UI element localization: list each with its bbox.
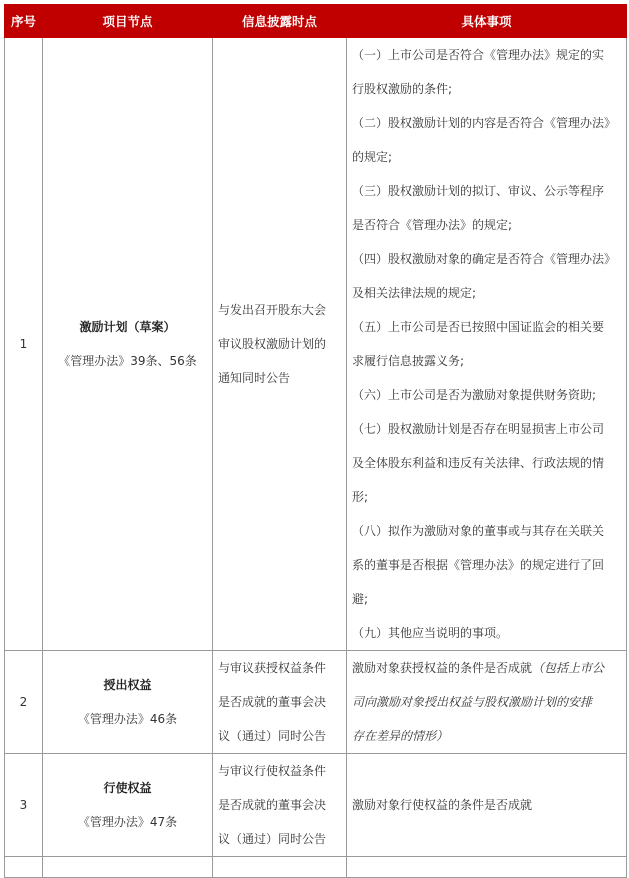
time-line: 议（通过）同时公告: [218, 832, 327, 846]
item-lead: 激励对象获授权益的条件是否成就: [352, 661, 533, 675]
item-line: 行股权激励的条件;: [352, 82, 453, 96]
time-line: 与审议行使权益条件: [218, 764, 327, 778]
item-note: 存在差异的情形）: [352, 729, 449, 743]
item-note: 司向激励对象授出权益与股权激励计划的安排: [352, 695, 593, 709]
header-row: [5, 5, 627, 38]
time-line: 议（通过）同时公告: [218, 729, 327, 743]
node-rule: 《管理办法》47条: [77, 815, 178, 829]
time-line: 是否成就的董事会决: [218, 798, 327, 812]
item-line: 及全体股东利益和违反有关法律、行政法规的情: [352, 456, 605, 470]
table-row: [5, 38, 627, 651]
node-title: 行使权益: [103, 781, 152, 795]
item-line: 的规定;: [352, 150, 393, 164]
specific-items: [347, 651, 627, 754]
project-node: [43, 38, 213, 651]
item-line: （七）股权激励计划是否存在明显损害上市公司: [352, 422, 605, 436]
specific-items: [347, 754, 627, 857]
item-line: （九）其他应当说明的事项。: [352, 626, 509, 640]
node-rule: 《管理办法》39条、56条: [58, 354, 197, 368]
item-line: 是否符合《管理办法》的规定;: [352, 218, 513, 232]
item-line: [352, 651, 621, 685]
item-line: （五）上市公司是否已按照中国证监会的相关要: [352, 320, 605, 334]
header-num: 序号: [5, 5, 43, 38]
item-line: （三）股权激励计划的拟订、审议、公示等程序: [352, 184, 605, 198]
empty-cell: [43, 857, 213, 878]
table-row: [5, 651, 627, 754]
item-line: （二）股权激励计划的内容是否符合《管理办法》: [352, 116, 617, 130]
project-node: [43, 651, 213, 754]
empty-cell: [347, 857, 627, 878]
item-line: 形;: [352, 490, 369, 504]
project-node: [43, 754, 213, 857]
item-line: 激励对象行使权益的条件是否成就: [352, 798, 533, 812]
row-num: 3: [5, 754, 43, 857]
disclosure-time: [213, 38, 347, 651]
specific-items: [347, 38, 627, 651]
item-line: 避;: [352, 592, 369, 606]
time-line: 与审议获授权益条件: [218, 661, 327, 675]
time-line: 是否成就的董事会决: [218, 695, 327, 709]
item-line: 求履行信息披露义务;: [352, 354, 465, 368]
disclosure-table: [4, 4, 627, 878]
empty-cell: [5, 857, 43, 878]
time-line: 审议股权激励计划的: [218, 337, 327, 351]
node-title: 授出权益: [103, 678, 152, 692]
item-line: （四）股权激励对象的确定是否符合《管理办法》: [352, 252, 617, 266]
node-rule: 《管理办法》46条: [77, 712, 178, 726]
disclosure-time: [213, 754, 347, 857]
disclosure-time: [213, 651, 347, 754]
header-items: 具体事项: [347, 5, 627, 38]
header-time: 信息披露时点: [213, 5, 347, 38]
row-num: 1: [5, 38, 43, 651]
header-node: 项目节点: [43, 5, 213, 38]
item-line: （一）上市公司是否符合《管理办法》规定的实: [352, 48, 605, 62]
item-line: 及相关法律法规的规定;: [352, 286, 477, 300]
row-num: 2: [5, 651, 43, 754]
empty-cell: [213, 857, 347, 878]
time-line: 通知同时公告: [218, 371, 291, 385]
table-row: [5, 754, 627, 857]
item-line: （八）拟作为激励对象的董事或与其存在关联关: [352, 524, 605, 538]
node-title: 激励计划（草案）: [79, 320, 176, 334]
item-note: （包括上市公: [532, 661, 605, 675]
item-line: （六）上市公司是否为激励对象提供财务资助;: [352, 388, 597, 402]
table-row-partial: [5, 857, 627, 878]
time-line: 与发出召开股东大会: [218, 303, 327, 317]
item-line: 系的董事是否根据《管理办法》的规定进行了回: [352, 558, 605, 572]
